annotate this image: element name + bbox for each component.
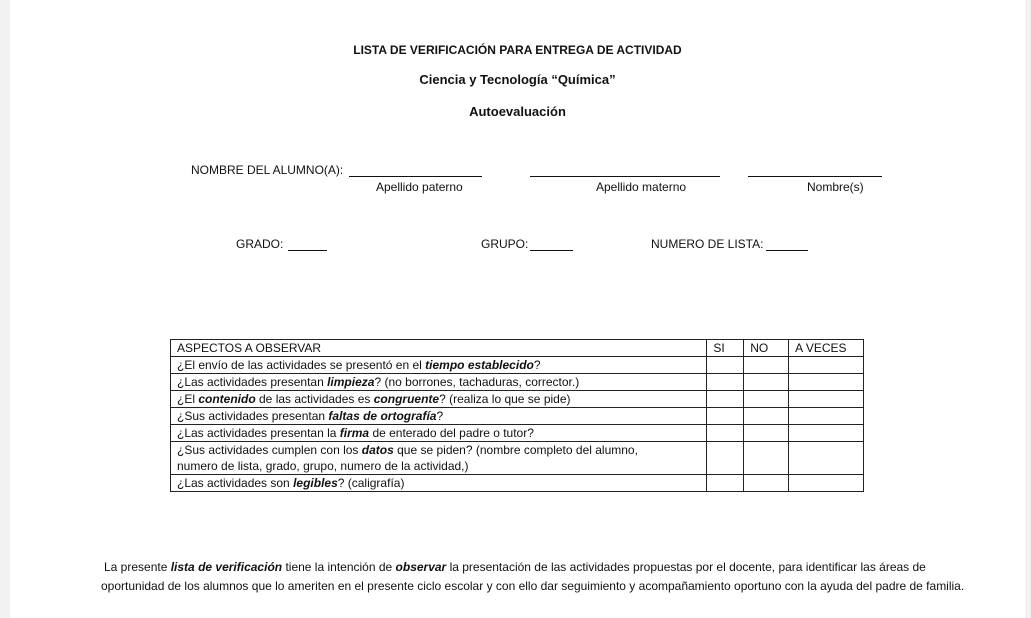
no-cell[interactable]: [744, 475, 789, 492]
checklist-table: [170, 339, 864, 492]
no-cell[interactable]: [744, 374, 789, 391]
aspect-cell: ¿Sus actividades cumplen con los datos que se piden? (nombre completo del alumno, numero de lista, grado, grupo, numero de la actividad,): [171, 442, 707, 475]
table-row: [171, 374, 864, 391]
no-cell[interactable]: [744, 442, 789, 475]
aspect-cell: ¿Sus actividades presentan faltas de ortografía?: [171, 408, 707, 425]
header-aspectos: ASPECTOS A OBSERVAR: [171, 340, 707, 357]
aspect-cell: ¿Las actividades presentan limpieza? (no borrones, tachaduras, corrector.): [171, 374, 707, 391]
footer-paragraph: La presente lista de verificación tiene la intención de observar la presentación de las actividades propuestas por el docente, para identificar las áreas de oportunidad de los alumnos que lo ameriten en el presente ciclo escolar y con ello dar seguimiento y acompañamiento oportuno con la ayuda del padre de familia.: [101, 560, 965, 593]
apellido-paterno-label: Apellido paterno: [376, 180, 463, 194]
table-row: [171, 408, 864, 425]
nombres-line[interactable]: [748, 176, 882, 177]
a-veces-cell[interactable]: [789, 442, 864, 475]
apellido-paterno-line[interactable]: [349, 176, 482, 177]
si-cell[interactable]: [707, 475, 744, 492]
aspect-cell: ¿El contenido de las actividades es congruente? (realiza lo que se pide): [171, 391, 707, 408]
a-veces-cell[interactable]: [789, 374, 864, 391]
document-title: LISTA DE VERIFICACIÓN PARA ENTREGA DE ACTIVIDAD: [353, 43, 682, 57]
aspect-cell: ¿Las actividades son legibles? (caligrafía): [171, 475, 707, 492]
table-header-row: [171, 340, 864, 357]
si-cell[interactable]: [707, 374, 744, 391]
header-no: NO: [744, 340, 789, 357]
aspect-cell: ¿El envío de las actividades se presentó en el tiempo establecido?: [171, 357, 707, 374]
student-name-label: NOMBRE DEL ALUMNO(A):: [191, 163, 344, 177]
grupo-label: GRUPO:: [481, 237, 529, 251]
no-cell[interactable]: [744, 408, 789, 425]
header-si: SI: [707, 340, 744, 357]
table-row: [171, 391, 864, 408]
header-a-veces: A VECES: [789, 340, 864, 357]
document-subtitle: Ciencia y Tecnología “Química”: [419, 72, 616, 87]
table-row: [171, 357, 864, 374]
a-veces-cell[interactable]: [789, 391, 864, 408]
table-row: [171, 425, 864, 442]
si-cell[interactable]: [707, 408, 744, 425]
document-page: [10, 0, 1025, 618]
evaluation-type: Autoevaluación: [469, 104, 566, 119]
nombres-label: Nombre(s): [807, 180, 864, 194]
si-cell[interactable]: [707, 357, 744, 374]
numero-lista-label: NUMERO DE LISTA:: [651, 237, 764, 251]
grado-label: GRADO:: [236, 237, 284, 251]
table-row: [171, 475, 864, 492]
aspect-cell: ¿Las actividades presentan la firma de enterado del padre o tutor?: [171, 425, 707, 442]
grado-line[interactable]: [288, 250, 327, 251]
grupo-line[interactable]: [530, 250, 573, 251]
apellido-materno-line[interactable]: [530, 176, 720, 177]
apellido-materno-label: Apellido materno: [596, 180, 687, 194]
no-cell[interactable]: [744, 357, 789, 374]
a-veces-cell[interactable]: [789, 357, 864, 374]
si-cell[interactable]: [707, 425, 744, 442]
si-cell[interactable]: [707, 391, 744, 408]
numero-lista-line[interactable]: [766, 250, 808, 251]
a-veces-cell[interactable]: [789, 425, 864, 442]
table-row: [171, 442, 864, 475]
si-cell[interactable]: [707, 442, 744, 475]
no-cell[interactable]: [744, 391, 789, 408]
a-veces-cell[interactable]: [789, 475, 864, 492]
a-veces-cell[interactable]: [789, 408, 864, 425]
no-cell[interactable]: [744, 425, 789, 442]
